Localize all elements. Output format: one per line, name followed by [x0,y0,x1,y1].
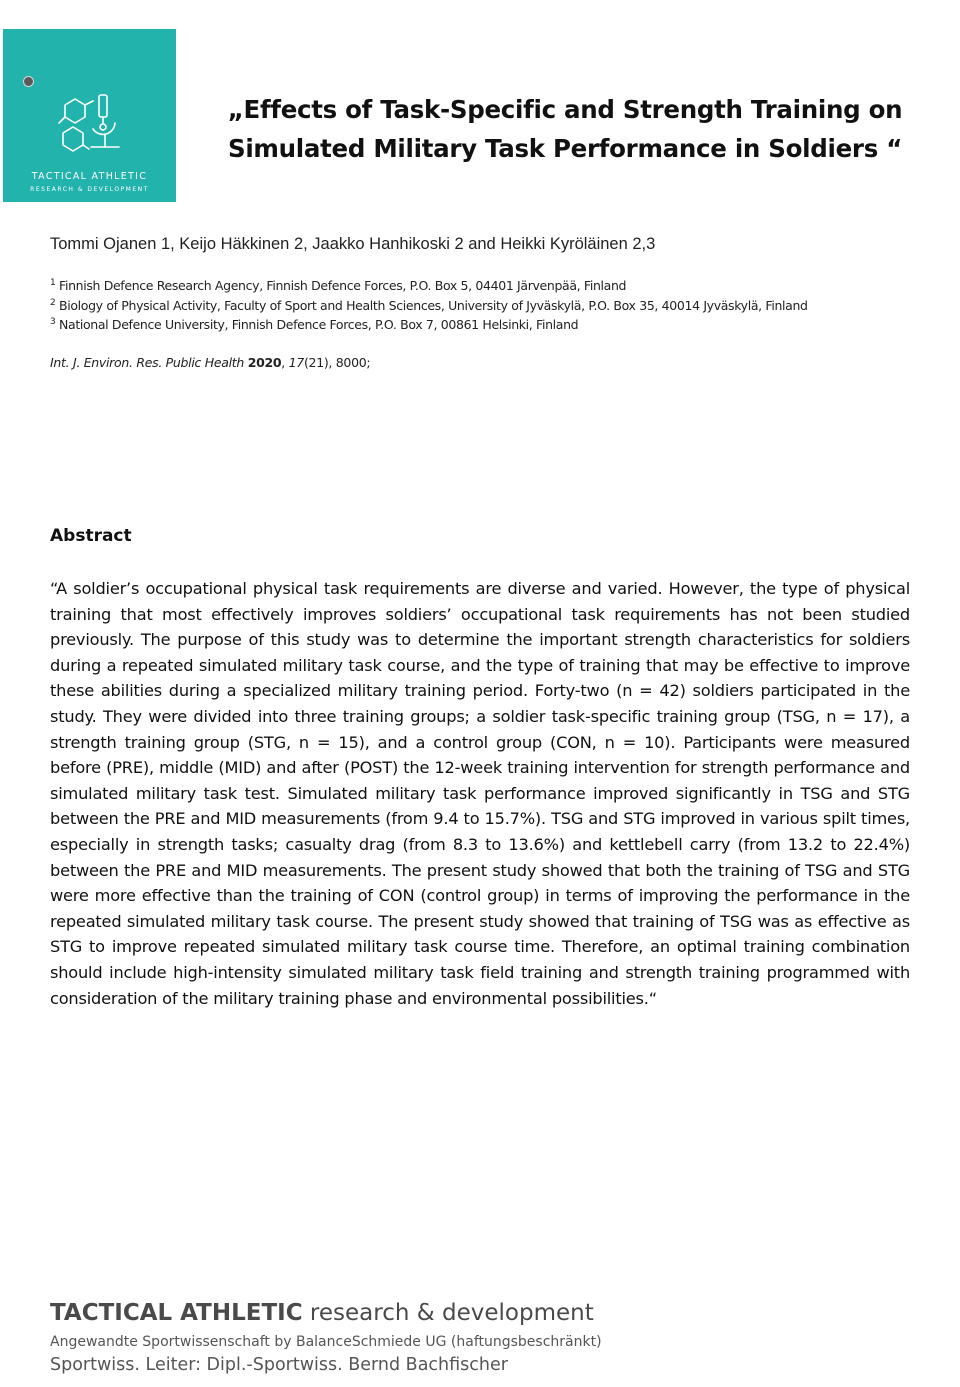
molecule-microscope-icon [53,89,125,161]
brand-logo [3,29,176,202]
title-line-1: „Effects of Task-Specific and Strength Training on [227,95,903,124]
citation-volume: 17 [288,355,304,370]
logo-subtitle: RESEARCH & DEVELOPMENT [30,186,149,193]
abstract-heading: Abstract [50,526,132,546]
journal-name: Int. J. Environ. Res. Public Health [50,355,245,370]
affiliation-1 [50,278,626,293]
affiliation-number: 3 [50,317,56,327]
footer-brand [50,1300,594,1326]
author-list: Tommi Ojanen 1, Keijo Häkkinen 2, Jaakko Hanhikoski 2 and Heikki Kyröläinen 2,3 [50,235,656,253]
footer-company: Angewandte Sportwissenschaft by BalanceSchmiede UG (haftungsbeschränkt) [50,1334,602,1350]
citation: Int. J. Environ. Res. Public Health 2020, 17(21), 8000; [50,355,371,370]
footer-brand-rest: research & development [302,1300,594,1326]
title-line-2: Simulated Military Task Performance in Soldiers “ [227,134,903,163]
footer-lead: Sportwiss. Leiter: Dipl.-Sportwiss. Bernd Bachfischer [50,1355,508,1375]
affiliation-text: Finnish Defence Research Agency, Finnish Defence Forces, P.O. Box 5, 04401 Järvenpää, Finland [59,278,627,294]
affiliation-number: 2 [50,298,56,308]
affiliation-number: 1 [50,278,56,288]
citation-year: 2020 [247,355,282,370]
affiliation-text: Biology of Physical Activity, Faculty of Sport and Health Sciences, University of Jyväskylä, P.O. Box 35, 40014 Jyväskylä, Finland [59,298,808,314]
affiliation-2 [50,298,808,313]
footer-brand-bold: TACTICAL ATHLETIC [50,1300,303,1326]
paper-title [200,90,930,168]
badge-dot-icon [23,76,34,87]
abstract-text: “A soldier’s occupational physical task requirements are diverse and varied. However, the type of physical training that most effectively improves soldiers’ occupational task requirements has not been studied previously. The purpose of this study was to determine the important strength characteristics for soldiers during a repeated simulated military task course, and the type of training that may be effective to improve these abilities during a specialized military training period. Forty-two (n = 42) soldiers participated in the study. They were divided into three training groups; a soldier task-specific training group (TSG, n = 17), a strength training group (STG, n = 15), and a control group (CON, n = 10). Participants were measured before (PRE), middle (MID) and after (POST) the 12-week training intervention for strength performance and simulated military task test. Simulated military task performance improved significantly in TSG and STG between the PRE and MID measurements (from 9.4 to 15.7%). TSG and STG improved in various spilt times, especially in strength tasks; casualty drag (from 8.3 to 13.6%) and kettlebell carry (from 13.2 to 22.4%) between the PRE and MID measurements. The present study showed that both the training of TSG and STG were more effective than the training of CON (control group) in terms of improving the performance in the repeated simulated military task course. The present study showed that training of TSG was as effective as STG to improve repeated simulated military task course time. Therefore, an optimal training combination should include high-intensity simulated military task field training and strength training programmed with consideration of the military training phase and environmental possibilities.“ [50,579,910,1008]
affiliation-text: National Defence University, Finnish Defence Forces, P.O. Box 7, 00861 Helsinki, Finland [59,317,579,333]
affiliation-3 [50,317,578,332]
logo-brand-text: TACTICAL ATHLETIC [31,171,148,182]
citation-issue: (21), 8000; [303,355,371,370]
